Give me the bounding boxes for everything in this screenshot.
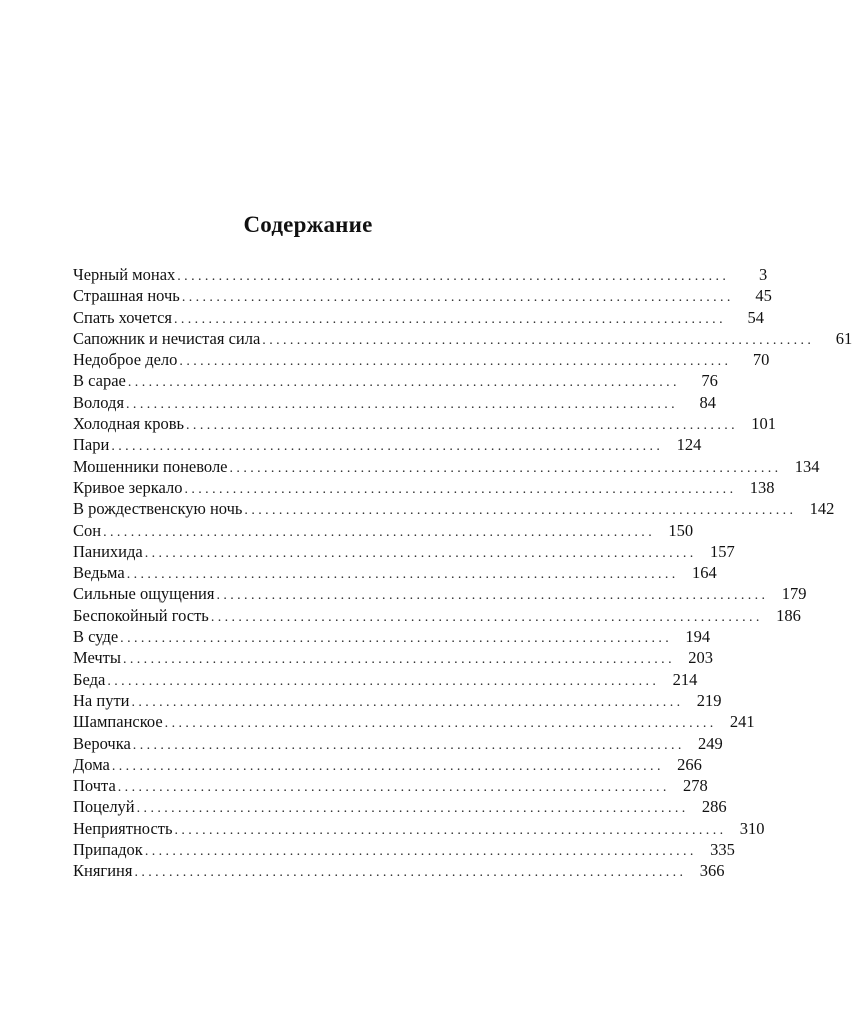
toc-entry-title: Страшная ночь xyxy=(73,286,180,306)
toc-entry xyxy=(73,669,698,690)
toc-entry xyxy=(73,264,768,285)
dot-leader: ................................................................................ xyxy=(216,588,769,604)
toc-entry-title: Дома xyxy=(73,754,110,774)
dot-leader: ................................................................................ xyxy=(144,545,697,561)
toc-entry xyxy=(73,307,764,328)
dot-leader: ................................................................................ xyxy=(184,481,737,497)
toc-entry xyxy=(73,711,755,732)
toc-page-number: 249 xyxy=(698,733,723,753)
toc-entry-title: Пари xyxy=(73,435,110,455)
toc-entry xyxy=(73,413,777,434)
dot-leader: ................................................................................ xyxy=(126,396,679,412)
toc-entry xyxy=(73,690,722,711)
dot-leader: ................................................................................ xyxy=(127,375,680,391)
dot-leader: ................................................................................ xyxy=(126,567,679,583)
dot-leader: ................................................................................ xyxy=(136,801,689,817)
toc-page-number: 335 xyxy=(710,840,735,860)
toc-entry-title: Ведьма xyxy=(73,563,125,583)
toc-entry xyxy=(73,860,725,881)
toc-page-number: 310 xyxy=(739,818,765,838)
toc-page-number: 164 xyxy=(691,563,717,583)
toc-entry xyxy=(73,796,727,817)
dot-leader: ................................................................................ xyxy=(164,716,717,732)
toc-entry-title: Кривое зеркало xyxy=(73,477,183,497)
toc-entry xyxy=(73,733,723,754)
toc-page-number: 142 xyxy=(809,499,835,519)
toc-page-number: 219 xyxy=(696,690,722,710)
toc-entry xyxy=(73,520,694,541)
toc-entry-title: Верочка xyxy=(73,733,131,753)
dot-leader: ................................................................................ xyxy=(117,780,670,796)
toc-page-number: 203 xyxy=(688,648,713,668)
toc-entry xyxy=(73,818,765,839)
toc-entry-title: Володя xyxy=(73,392,125,412)
dot-leader: ................................................................................ xyxy=(229,460,782,476)
toc-entry-title: Беда xyxy=(73,669,106,689)
table-of-contents xyxy=(73,264,852,882)
toc-entry-title: Недоброе дело xyxy=(73,350,178,370)
toc-entry xyxy=(73,562,717,583)
toc-page-number: 138 xyxy=(749,477,775,497)
toc-entry xyxy=(73,285,772,306)
toc-entry-title: На пути xyxy=(73,690,130,710)
dot-leader: ................................................................................ xyxy=(181,290,734,306)
dot-leader: ................................................................................ xyxy=(111,758,664,774)
toc-page-number: 266 xyxy=(677,754,702,774)
toc-entry-title: Черный монах xyxy=(73,265,176,284)
dot-leader: ................................................................................ xyxy=(103,524,656,540)
toc-entry-title: Припадок xyxy=(73,840,143,860)
toc-entry xyxy=(73,477,775,498)
dot-leader: ................................................................................ xyxy=(177,269,730,284)
toc-entry xyxy=(73,328,852,349)
dot-leader: ................................................................................ xyxy=(179,354,732,370)
toc-page-number: 61 xyxy=(835,328,852,348)
toc-entry xyxy=(73,626,711,647)
dot-leader: ................................................................................ xyxy=(107,673,660,689)
toc-entry xyxy=(73,583,807,604)
toc-page-number: 101 xyxy=(751,414,777,434)
toc-entry xyxy=(73,605,801,626)
toc-entry-title: Сильные ощущения xyxy=(73,584,215,604)
dot-leader: ................................................................................ xyxy=(144,844,697,860)
toc-entry-title: Княгиня xyxy=(73,861,133,881)
toc-page-number: 124 xyxy=(676,435,702,455)
toc-page-number: 186 xyxy=(776,605,801,625)
toc-page-number: 54 xyxy=(747,307,764,327)
dot-leader: ................................................................................ xyxy=(120,631,673,647)
toc-entry-title: Сапожник и нечистая сила xyxy=(73,328,261,348)
toc-entry-title: Мечты xyxy=(73,648,121,668)
toc-entry xyxy=(73,434,702,455)
toc-page-number: 3 xyxy=(759,265,768,284)
dot-leader: ................................................................................ xyxy=(210,609,763,625)
dot-leader: ................................................................................ xyxy=(131,694,684,710)
toc-entry-title: Спать хочется xyxy=(73,307,172,327)
toc-entry xyxy=(73,392,717,413)
toc-page-number: 278 xyxy=(683,776,708,796)
toc-page-number: 194 xyxy=(685,627,711,647)
dot-leader: ................................................................................ xyxy=(173,311,726,327)
toc-page-number: 366 xyxy=(699,861,725,881)
dot-leader: ................................................................................ xyxy=(244,503,797,519)
toc-entry-title: Шампанское xyxy=(73,712,163,732)
toc-entry-title: Поцелуй xyxy=(73,797,135,817)
toc-entry-title: В сарае xyxy=(73,371,126,391)
toc-page-number: 84 xyxy=(699,392,717,412)
toc-page-number: 157 xyxy=(709,541,735,561)
toc-page-number: 179 xyxy=(781,584,807,604)
toc-page-number: 70 xyxy=(752,350,770,370)
toc-entry-title: Сон xyxy=(73,520,102,540)
toc-entry-title: Холодная кровь xyxy=(73,414,185,434)
dot-leader: ................................................................................ xyxy=(111,439,664,455)
dot-leader: ................................................................................ xyxy=(186,418,739,434)
toc-entry xyxy=(73,839,735,860)
toc-entry-title: Мошенники поневоле xyxy=(73,456,228,476)
dot-leader: ................................................................................ xyxy=(132,737,685,753)
toc-entry-title: Панихида xyxy=(73,541,143,561)
toc-entry xyxy=(73,541,735,562)
dot-leader: ................................................................................ xyxy=(262,332,815,348)
toc-entry xyxy=(73,754,702,775)
toc-entry-title: Почта xyxy=(73,776,116,796)
toc-entry xyxy=(73,647,713,668)
dot-leader: ................................................................................ xyxy=(174,822,727,838)
page-title: Содержание xyxy=(243,212,373,237)
dot-leader: ................................................................................ xyxy=(134,865,687,881)
toc-page-number: 241 xyxy=(729,712,755,732)
toc-page-number: 45 xyxy=(755,286,772,306)
toc-page-number: 76 xyxy=(701,371,718,391)
toc-entry-title: В суде xyxy=(73,627,119,647)
toc-entry xyxy=(73,498,835,519)
toc-page-number: 214 xyxy=(672,669,698,689)
toc-entry-title: Неприятность xyxy=(73,818,173,838)
toc-entry xyxy=(73,370,718,391)
toc-page-number: 286 xyxy=(701,797,727,817)
toc-page-number: 150 xyxy=(668,520,694,540)
toc-entry xyxy=(73,775,708,796)
dot-leader: ................................................................................ xyxy=(122,652,675,668)
toc-entry-title: В рождественскую ночь xyxy=(73,499,243,519)
toc-entry xyxy=(73,349,770,370)
toc-entry xyxy=(73,456,820,477)
toc-entry-title: Беспокойный гость xyxy=(73,605,209,625)
toc-page-number: 134 xyxy=(794,456,820,476)
